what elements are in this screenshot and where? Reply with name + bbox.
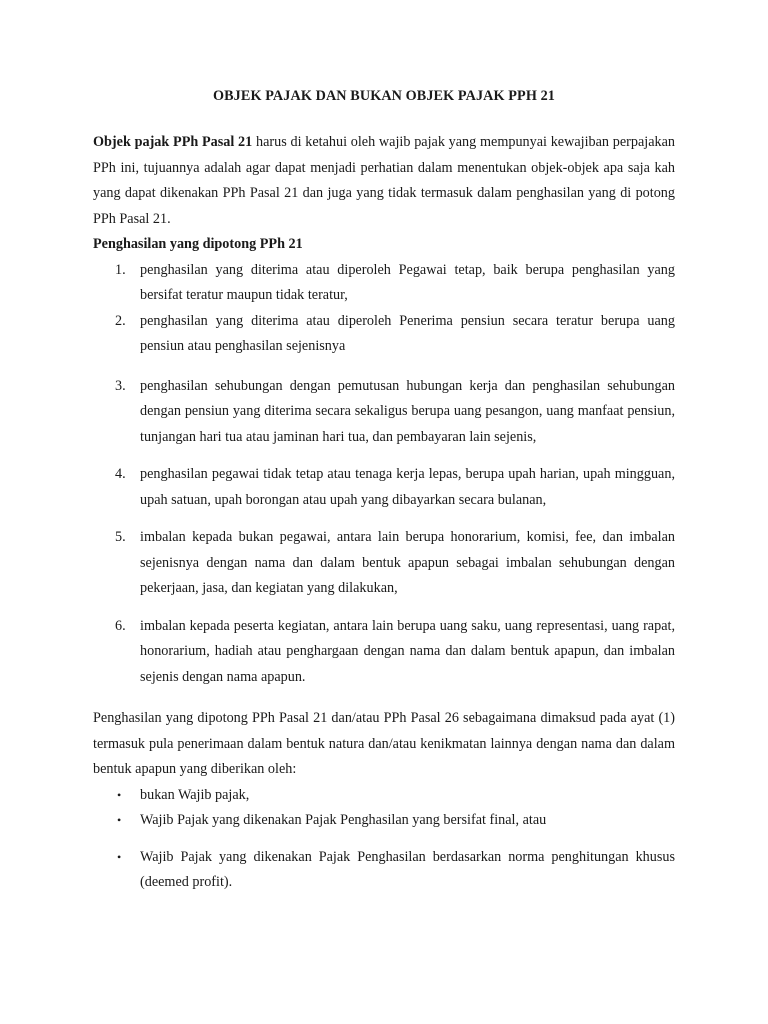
list-item-text: penghasilan pegawai tidak tetap atau tenaga kerja lepas, berupa upah harian, upah mingguan, upah satuan, upah borongan atau upah yang dibayarkan secara bulanan, <box>140 466 675 508</box>
list-item-number: 2. <box>115 312 126 329</box>
list-item-text: penghasilan yang diterima atau diperoleh Pegawai tetap, baik berupa penghasilan yang bersifat teratur maupun tidak teratur, <box>140 261 675 303</box>
bullet-icon: • <box>117 787 122 802</box>
bullet-text: bukan Wajib pajak, <box>140 786 250 803</box>
list-item-text: imbalan kepada bukan pegawai, antara lain berupa honorarium, komisi, fee, dan imbalan sejenisnya dengan nama dan dalam bentuk apapun sebagai imbalan sehubungan dengan pekerjaan, jasa, dan kegiatan yang dilakukan, <box>140 529 675 596</box>
list-item <box>93 783 675 809</box>
income-list <box>93 258 675 691</box>
bullet-text: Wajib Pajak yang dikenakan Pajak Penghasilan yang bersifat final, atau <box>140 812 547 828</box>
giver-bullet-list <box>93 783 675 896</box>
list-item <box>93 845 675 896</box>
list-item <box>93 258 675 309</box>
list-item-number: 5. <box>115 529 126 545</box>
intro-paragraph <box>93 130 675 232</box>
bullet-icon: • <box>117 849 122 864</box>
natura-paragraph: Penghasilan yang dipotong PPh Pasal 21 dan/atau PPh Pasal 26 sebagaimana dimaksud pada ayat (1) termasuk pula penerimaan dalam bentuk natura dan/atau kenikmatan lainnya dengan nama dan dalam bentuk apapun yang diberikan oleh: <box>93 710 675 777</box>
list-item <box>93 374 675 451</box>
section-subheading: Penghasilan yang dipotong PPh 21 <box>93 236 303 252</box>
bullet-text: Wajib Pajak yang dikenakan Pajak Penghasilan berdasarkan norma penghitungan khusus (deemed profit). <box>140 848 675 890</box>
list-item-text: penghasilan yang diterima atau diperoleh Penerima pensiun secara teratur berupa uang pensiun atau penghasilan sejenisnya <box>140 312 675 354</box>
list-item-number: 3. <box>115 377 126 394</box>
list-item-number: 4. <box>115 466 126 482</box>
list-item-number: 1. <box>115 261 126 278</box>
bullet-icon: • <box>117 813 122 827</box>
list-item <box>93 462 675 513</box>
list-item <box>93 309 675 360</box>
intro-bold-term: Objek pajak PPh Pasal 21 <box>93 134 253 150</box>
list-item <box>93 614 675 691</box>
intro-text: harus di ketahui oleh wajib pajak yang mempunyai kewajiban perpajakan PPh ini, tujuannya adalah agar dapat menjadi perhatian dalam menentukan objek-objek apa saja kah yang dapat dikenakan PPh Pasal 21 dan juga yang tidak termasuk dalam penghasilan yang di potong PPh Pasal 21. <box>93 134 675 227</box>
list-item-number: 6. <box>115 617 126 634</box>
list-item-text: imbalan kepada peserta kegiatan, antara lain berupa uang saku, uang representasi, uang rapat, honorarium, hadiah atau penghargaan dengan nama dan dalam bentuk apapun, dan imbalan sejenis dengan nama apapun. <box>140 617 675 685</box>
document-title: OBJEK PAJAK DAN BUKAN OBJEK PAJAK PPH 21 <box>212 88 555 104</box>
list-item-text: penghasilan sehubungan dengan pemutusan hubungan kerja dan penghasilan sehubungan dengan pensiun yang diterima secara sekaligus berupa uang pesangon, uang manfaat pensiun, tunjangan hari tua atau jaminan hari tua, dan pembayaran lain sejenis, <box>140 377 675 445</box>
list-item <box>93 808 675 834</box>
document-page <box>93 84 675 896</box>
list-item <box>93 525 675 602</box>
